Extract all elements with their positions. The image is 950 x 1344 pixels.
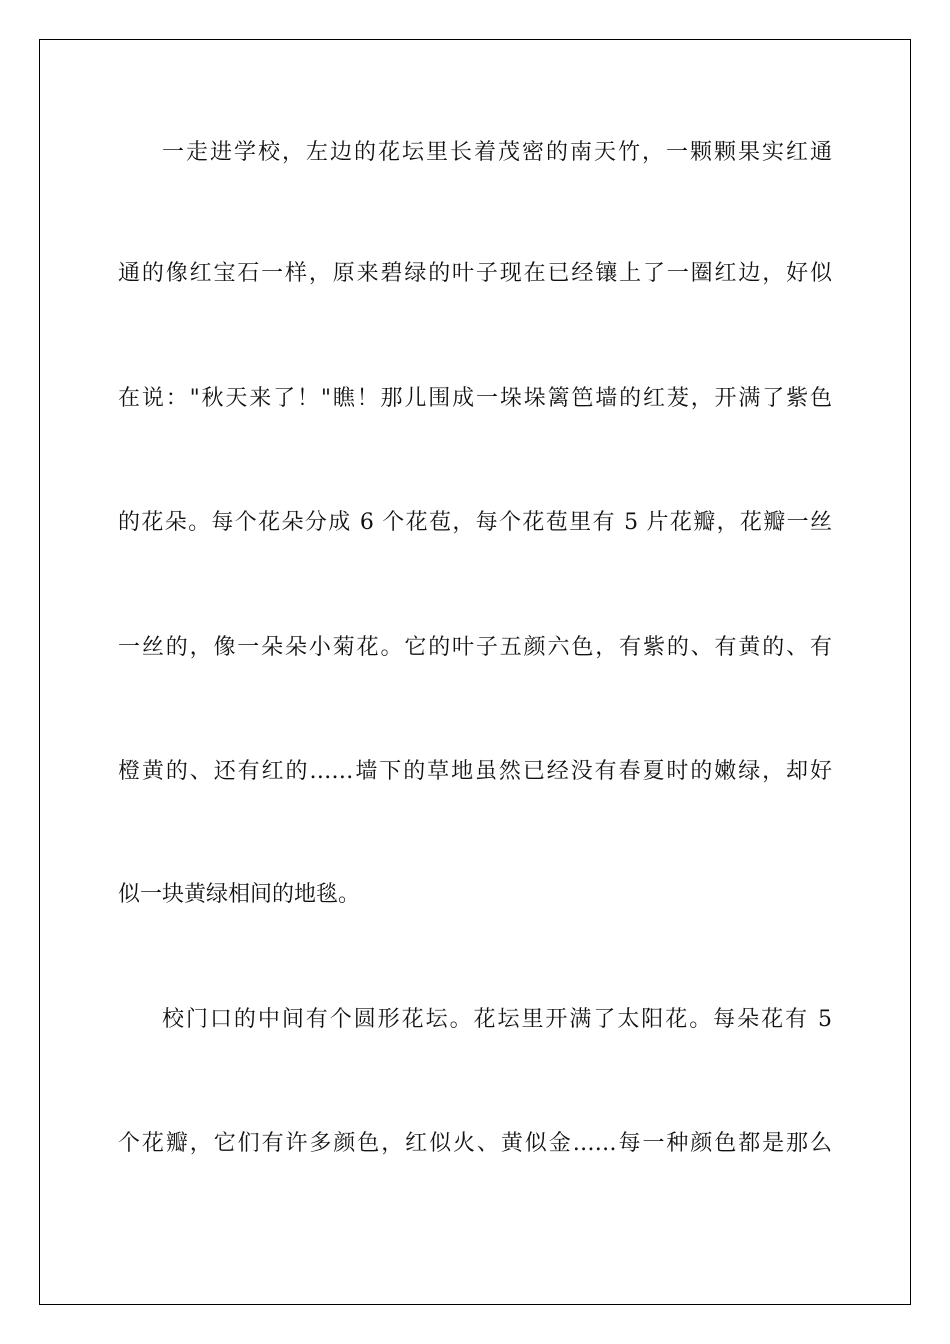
- text-line: 个花瓣，它们有许多颜色，红似火、黄似金……每一种颜色都是那么: [118, 1131, 832, 1156]
- text-line: 一走进学校，左边的花坛里长着茂密的南天竹，一颗颗果实红通: [162, 140, 832, 165]
- text-line: 在说："秋天来了！"瞧！那儿围成一垛垛篱笆墙的红茇，开满了紫色: [118, 386, 832, 411]
- page-border: [39, 39, 911, 1305]
- text-line: 一丝的，像一朵朵小菊花。它的叶子五颜六色，有紫的、有黄的、有: [118, 635, 832, 660]
- text-line: 的花朵。每个花朵分成 6 个花苞，每个花苞里有 5 片花瓣，花瓣一丝: [118, 510, 832, 535]
- text-line: 通的像红宝石一样，原来碧绿的叶子现在已经镶上了一圈红边，好似: [118, 261, 832, 286]
- text-line: 似一块黄绿相间的地毯。: [118, 882, 361, 907]
- text-line: 橙黄的、还有红的……墙下的草地虽然已经没有春夏时的嫩绿，却好: [118, 759, 832, 784]
- text-line: 校门口的中间有个圆形花坛。花坛里开满了太阳花。每朵花有 5: [162, 1007, 832, 1032]
